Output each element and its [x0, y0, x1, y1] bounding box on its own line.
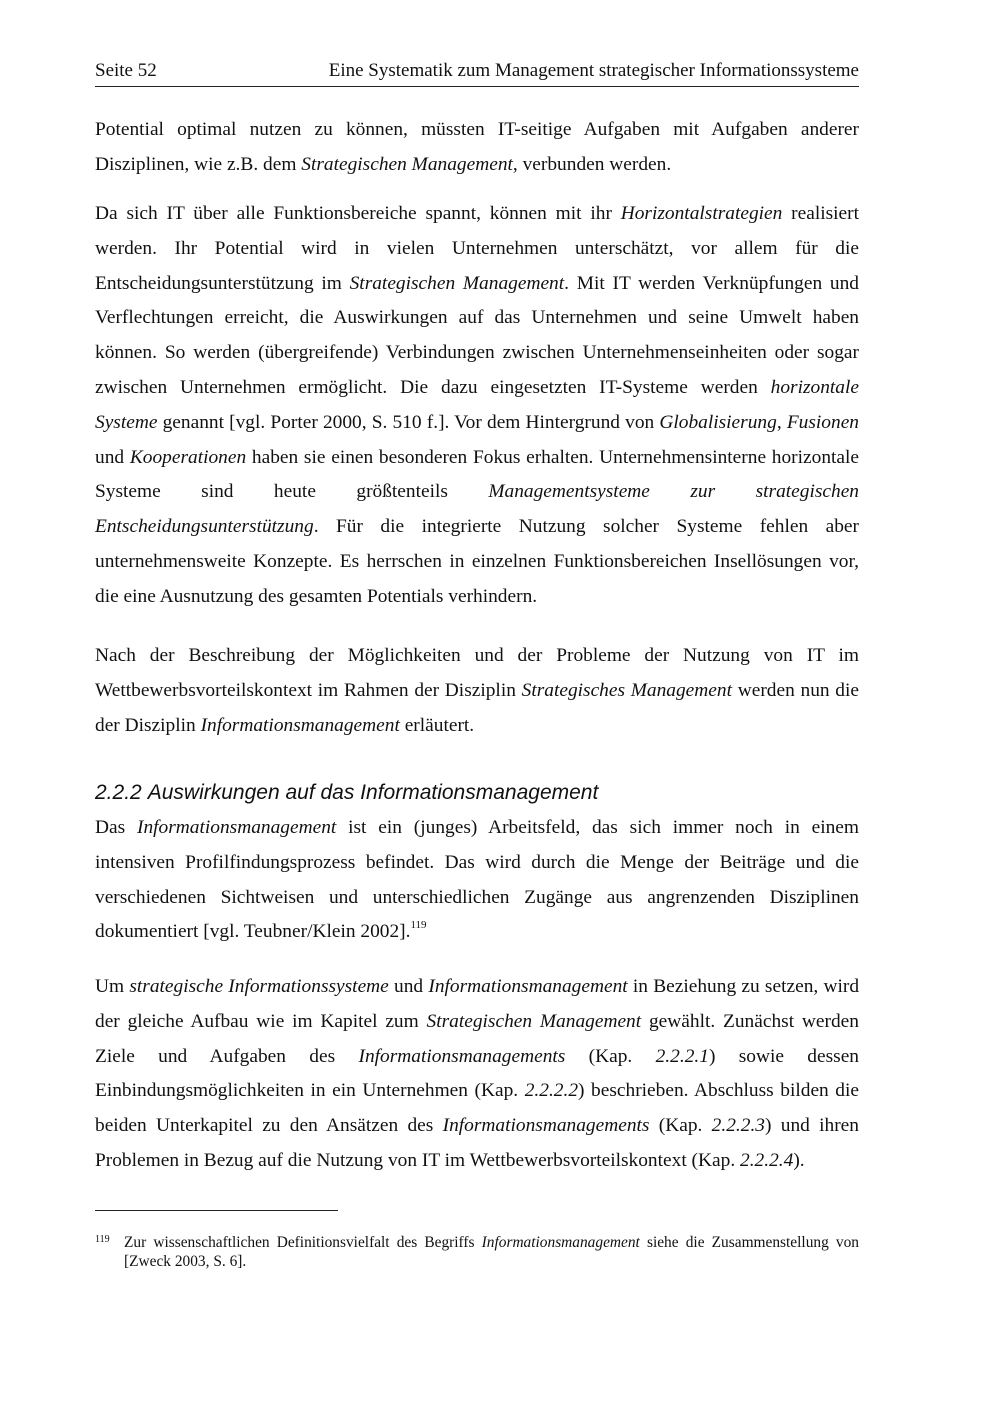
text-span: ) und ihren Problemen in Bezug auf die Nutzung von IT im Wettbewerbsvorteilskontext (Kap. — [95, 1115, 859, 1171]
text-span: und — [95, 446, 130, 468]
emphasis: Informationsmanagements — [358, 1045, 566, 1067]
text-span: , verbunden werden. — [512, 153, 672, 175]
paragraph-2 — [95, 197, 859, 615]
text-span: werden nun die der Disziplin — [95, 679, 859, 736]
text-span: Zur wissenschaftlichen Definitionsvielfalt des Begriffs — [124, 1234, 482, 1251]
emphasis: Horizontalstrategien — [620, 203, 783, 224]
chapter-reference: 2.2.2.2 — [524, 1080, 579, 1102]
text-span: in Beziehung zu setzen, wird der gleiche Aufbau wie im Kapitel zum — [95, 976, 860, 1032]
text-span: ist ein (junges) Arbeitsfeld, das sich immer noch in einem intensiven Profilfindungsprozess befindet. Das wird durch die Menge der Beiträge und die verschiedenen Sichtweisen und unterschiedlichen Zugänge aus angrenzenden Disziplinen dokumentiert [vgl. Teubner/Klein 2002]. — [95, 817, 859, 943]
text-span: Potential optimal nutzen zu können, müssten IT-seitige Aufgaben mit Aufgaben anderer Disziplinen, wie z.B. dem — [95, 119, 859, 175]
text-span: , — [776, 411, 787, 433]
emphasis: Strategischen Management — [426, 1010, 642, 1032]
emphasis: Informationsmanagement — [481, 1234, 640, 1251]
emphasis: Strategischen Management — [349, 272, 565, 294]
text-span: gewählt. Zunächst werden Ziele und Aufgaben des — [95, 1010, 859, 1067]
text-span: erläutert. — [399, 714, 475, 736]
text-span: Da sich IT über alle Funktionsbereiche spannt, können mit ihr — [95, 203, 621, 224]
text-span: realisiert werden. Ihr Potential wird in vielen Unternehmen unterschätzt, vor allem für die Entscheidungsunterstützung im — [95, 203, 859, 294]
footnote-number: 119 — [95, 1234, 110, 1245]
footnote-119 — [95, 1233, 859, 1271]
paragraph-1 — [95, 113, 859, 183]
paragraph-3 — [95, 639, 859, 743]
text-span: genannt [vgl. Porter 2000, S. 510 f.]. Vor dem Hintergrund von — [157, 411, 660, 433]
text-span: und — [388, 976, 429, 997]
paragraph-5 — [95, 970, 859, 1179]
text-span: Nach der Beschreibung der Möglichkeiten und der Probleme der Nutzung von IT im Wettbewerbsvorteilskontext im Rahmen der Disziplin — [95, 645, 859, 701]
text-span: . Mit IT werden Verknüpfungen und Verflechtungen erreicht, die Auswirkungen auf das Unternehmen und seine Umwelt haben können. So werden (übergreifende) Verbindungen zwischen Unternehmenseinheiten oder sogar zwischen Unternehmen ermöglicht. Die dazu eingesetzten IT-Systeme werden — [95, 272, 859, 398]
section-heading — [95, 778, 859, 808]
text-span: (Kap. — [565, 1045, 656, 1067]
emphasis: horizontale Systeme — [95, 376, 859, 433]
emphasis: Managementsysteme zur strategischen Entscheidungsunterstützung — [95, 481, 859, 538]
text-span: ) beschrieben. Abschluss bilden die beiden Unterkapitel zu den Ansätzen des — [95, 1080, 859, 1137]
emphasis: Kooperationen — [129, 446, 247, 468]
emphasis: Informationsmanagement — [137, 817, 337, 838]
text-span: (Kap. — [649, 1115, 712, 1137]
emphasis: Fusionen — [786, 411, 859, 433]
page-number: Seite 52 — [95, 60, 157, 81]
running-title: Eine Systematik zum Management strategischer Informationssysteme — [328, 60, 859, 81]
text-span: siehe die Zusammenstellung von [Zweck 2003, S. 6]. — [124, 1234, 859, 1270]
emphasis: Strategisches Management — [521, 679, 732, 701]
text-span: . Für die integrierte Nutzung solcher Systeme fehlen aber unternehmensweite Konzepte. Es herrschen in einzelnen Funktionsbereichen Insellösungen vor, die eine Ausnutzung des gesamten Potentials verhindern. — [95, 516, 859, 607]
section-number: 2.2.2 — [95, 781, 142, 804]
text-span: Um — [95, 976, 130, 997]
emphasis: strategische Informationssysteme — [129, 976, 389, 997]
page-header — [95, 60, 859, 87]
emphasis: Informationsmanagement — [200, 714, 400, 736]
footnote-reference[interactable]: 119 — [410, 919, 427, 932]
emphasis: Informationsmanagements — [442, 1115, 650, 1137]
emphasis: Informationsmanagement — [428, 976, 628, 997]
chapter-reference: 2.2.2.4 — [740, 1149, 794, 1171]
chapter-reference: 2.2.2.1 — [655, 1045, 709, 1067]
text-span: Das — [95, 817, 137, 838]
section-title: Auswirkungen auf das Informationsmanagement — [147, 781, 599, 804]
footnote-separator — [95, 1210, 338, 1211]
paragraph-4 — [95, 811, 859, 950]
chapter-reference: 2.2.2.3 — [711, 1115, 765, 1137]
emphasis: Strategischen Management — [301, 153, 513, 175]
text-span: ) sowie dessen Einbindungsmöglichkeiten in ein Unternehmen (Kap. — [95, 1045, 859, 1102]
footnote-text — [124, 1233, 859, 1271]
emphasis: Globalisierung — [659, 411, 777, 433]
text-span: ). — [793, 1149, 805, 1171]
text-span: haben sie einen besonderen Fokus erhalten. Unternehmensinterne horizontale Systeme sind heute größtenteils — [95, 446, 860, 503]
